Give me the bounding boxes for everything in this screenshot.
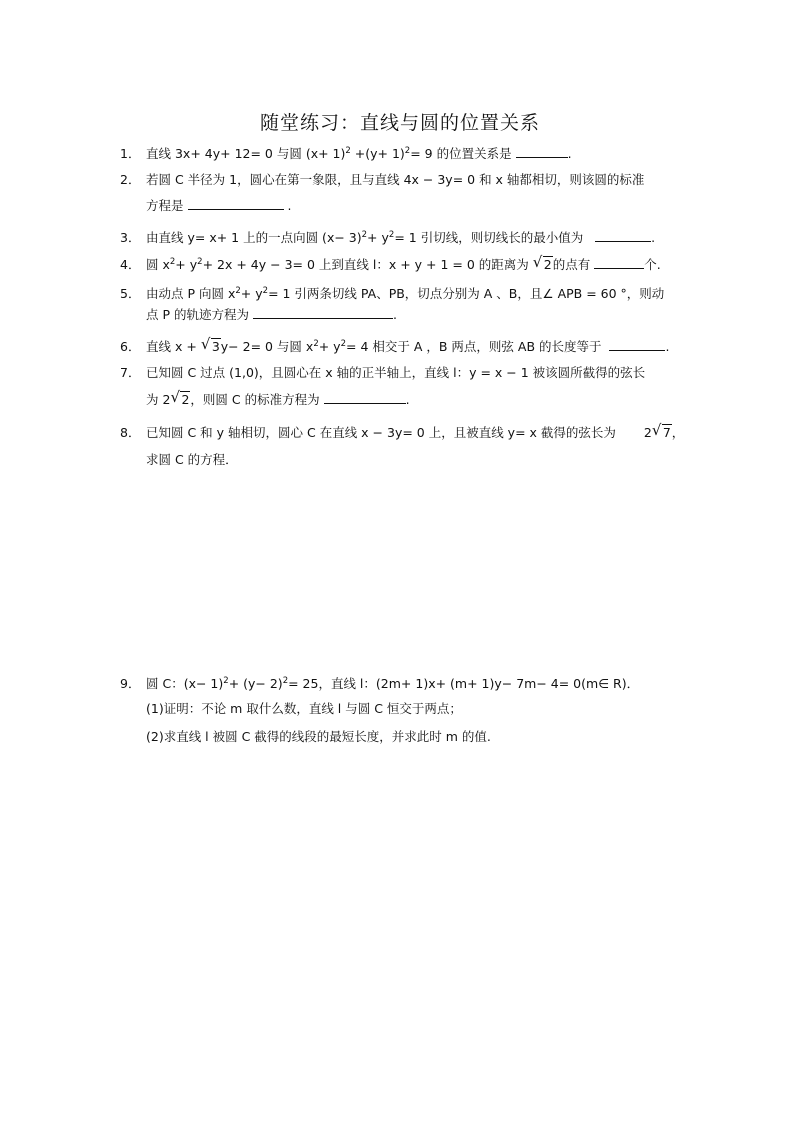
sqrt-symbol: √ 2: [533, 256, 553, 274]
question-9: 9． 圆 C：$(x- 1)^2+ (y- 2)^2= 25$，直线 l：(2m+ 1)x+ (m+ 1)y− 7m− 4= 0(m∈ R)．: [120, 676, 640, 691]
sqrt-symbol: √ 3: [201, 338, 221, 356]
question-2-cont: 方程是 .: [146, 198, 292, 213]
question-number: 6．: [120, 339, 141, 354]
answer-blank: [324, 391, 406, 404]
question-number: 9．: [120, 676, 141, 691]
question-number: 8．: [120, 425, 141, 440]
question-number: 1．: [120, 146, 141, 161]
question-number: 7．: [120, 365, 141, 380]
answer-blank: [188, 197, 284, 210]
question-6: 6． 直线 x + √ 3y− 2= 0 与圆 $x^2+ y^2= 4$ 相交于 A ，B 两点，则弦 AB 的长度等于 .: [120, 335, 669, 356]
question-number: 2．: [120, 172, 141, 187]
question-4: 4． 圆 $x^2+ y^2+ 2x + 4y - 3= 0$ 上到直线 l：x + y + 1 = 0 的距离为 √ 2的点有 个.: [120, 253, 661, 274]
answer-blank: [594, 256, 644, 269]
question-1: 1． 直线 3x+ 4y+ 12= 0 与圆 $(x+ 1)^2 +(y+ 1)^2= 9$ 的位置关系是 .: [120, 146, 572, 161]
question-number: 4．: [120, 257, 141, 272]
question-9-part-2: (2)求直线 l 被圆 C 截得的线段的最短长度，并求此时 m 的值.: [146, 729, 491, 744]
answer-blank: [516, 145, 568, 158]
question-7-cont: 为 2√ 2，则圆 C 的标准方程为 .: [146, 391, 410, 409]
question-5-cont: 点 P 的轨迹方程为 .: [146, 307, 397, 322]
question-number: 5．: [120, 286, 141, 301]
answer-blank: [609, 338, 665, 351]
question-number: 3．: [120, 230, 141, 245]
question-7: 7． 已知圆 C 过点 (1,0)，且圆心在 x 轴的正半轴上，直线 l：y = x − 1 被该圆所截得的弦长: [120, 365, 646, 380]
answer-blank: [595, 229, 651, 242]
question-3: 3． 由直线 y= x+ 1 上的一点向圆 $(x- 3)^2+ y^2= 1$ 引切线，则切线长的最小值为 .: [120, 230, 656, 245]
question-9-part-1: (1)证明：不论 m 取什么数，直线 l 与圆 C 恒交于两点；: [146, 701, 462, 716]
sqrt-symbol: √ 7: [652, 424, 672, 442]
sqrt-symbol: √ 2: [170, 391, 190, 409]
question-5: 5． 由动点 P 向圆 $x^2+ y^2= 1$ 引两条切线 PA、PB，切点分别为 A 、B，且∠ APB = 60 °，则动: [120, 286, 665, 301]
question-8: 8． 已知圆 C 和 y 轴相切，圆心 C 在直线 x − 3y= 0 上，且被直线 y= x 截得的弦长为 2√ 7，: [120, 424, 684, 442]
page-title: 随堂练习：直线与圆的位置关系: [259, 112, 540, 134]
question-2: 2． 若圆 C 半径为 1，圆心在第一象限，且与直线 4x − 3y= 0 和 x 轴都相切，则该圆的标准: [120, 172, 645, 187]
question-8-cont: 求圆 C 的方程．: [146, 452, 238, 467]
answer-blank: [253, 306, 393, 319]
